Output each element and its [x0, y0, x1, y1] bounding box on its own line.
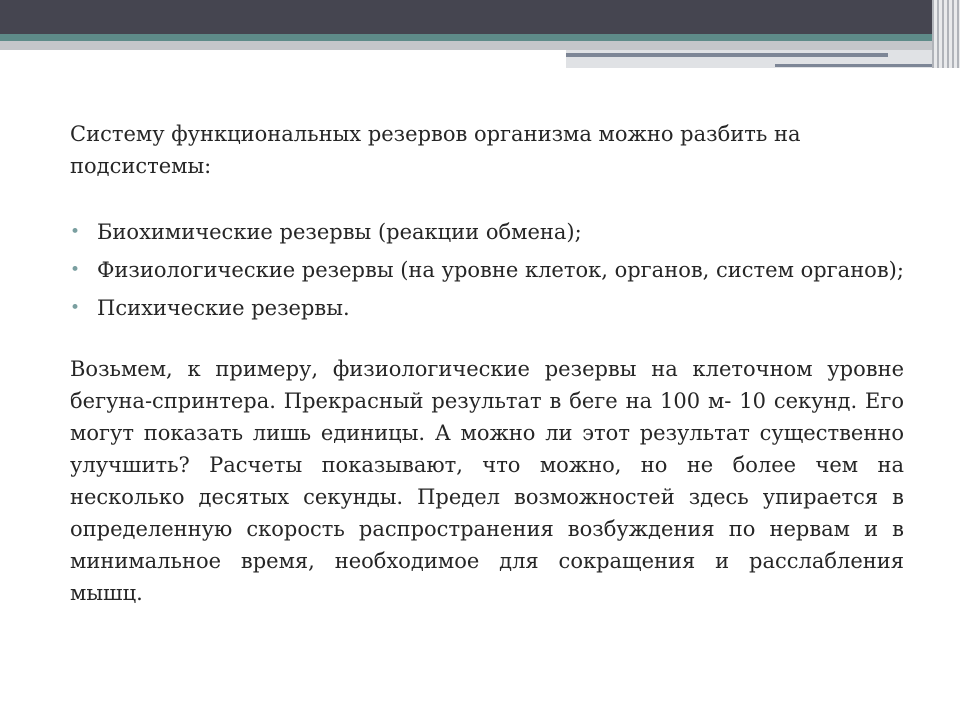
header-white-gap: [0, 50, 566, 54]
bullet-dot-icon: •: [70, 298, 81, 318]
bullet-text: Физиологические резервы (на уровне клеток, органов, систем органов);: [97, 258, 904, 282]
bullet-dot-icon: •: [70, 222, 81, 242]
bullet-item-biochemical: [70, 216, 904, 248]
bullet-text: Биохимические резервы (реакции обмена);: [97, 220, 582, 244]
header-accent-line-short: [775, 64, 945, 67]
slide-content: [70, 118, 904, 609]
header-dark-band: [0, 0, 960, 34]
bullet-dot-icon: •: [70, 260, 81, 280]
header-accent-line: [566, 53, 888, 57]
bullet-text: Психические резервы.: [97, 296, 350, 320]
header-stripes: [932, 0, 960, 68]
header-gray-band: [0, 41, 960, 50]
header-teal-band: [0, 34, 960, 41]
bullet-list: [70, 216, 904, 324]
bullet-item-psychic: [70, 292, 904, 324]
intro-text: Систему функциональных резервов организма можно разбить на подсистемы:: [70, 122, 801, 178]
body-paragraph: Возьмем, к примеру, физиологические резервы на клеточном уровне бегуна-спринтера. Прекрасный результат в беге на 100 м- 10 секунд. Его могут показать лишь единицы. А можно ли этот результат существенно улучшить? Расчеты показывают, что можно, но не более чем на несколько десятых секунды. Предел возможностей здесь упирается в определенную скорость распространения возбуждения по нервам и в минимальное время, необходимое для сокращения и расслабления мышц.: [70, 357, 904, 605]
bullet-item-physiological: [70, 254, 904, 286]
